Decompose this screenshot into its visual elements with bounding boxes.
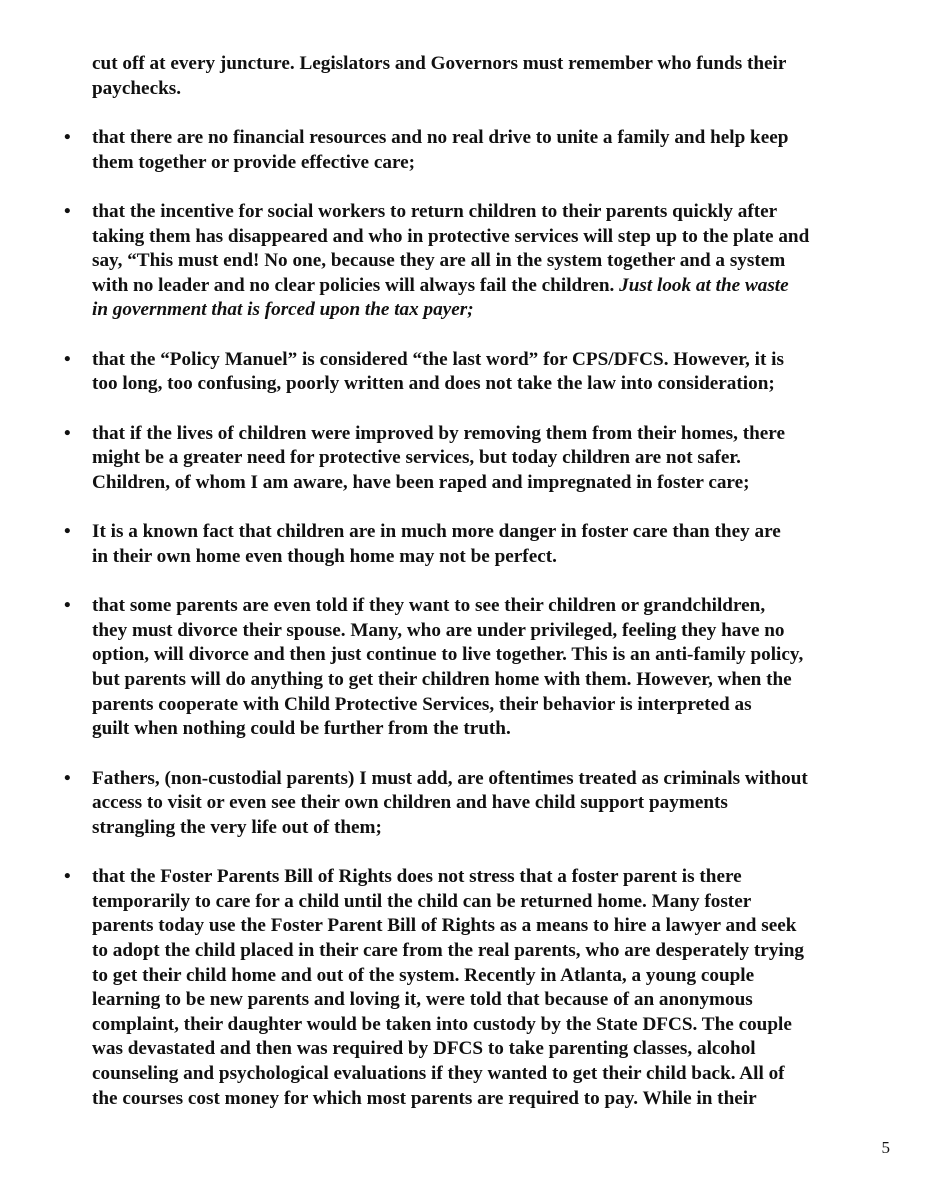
list-item-text: [92, 767, 888, 841]
text-line: say, “This must end! No one, because they are all in the system together and a system: [92, 250, 786, 272]
text-line: temporarily to care for a child until the child can be returned home. Many foster: [92, 890, 752, 912]
list-item-text: [92, 520, 888, 569]
text-line: option, will divorce and then just continue to live together. This is an anti-family policy,: [92, 644, 804, 666]
list-item: [64, 594, 888, 742]
continuation-paragraph: [92, 52, 888, 101]
bullet-icon: •: [64, 348, 71, 370]
list-item: [64, 200, 888, 323]
text-line: might be a greater need for protective services, but today children are not safer.: [92, 447, 741, 469]
text-line: Children, of whom I am aware, have been raped and impregnated in foster care;: [92, 471, 750, 493]
bullet-icon: •: [64, 767, 71, 789]
bullet-icon: •: [64, 422, 71, 444]
text-line: to get their child home and out of the system. Recently in Atlanta, a young couple: [92, 964, 755, 986]
text-line: counseling and psychological evaluations if they wanted to get their child back. All of: [92, 1062, 785, 1084]
text-line: cut off at every juncture. Legislators and Governors must remember who funds their: [92, 53, 787, 74]
text-line: learning to be new parents and loving it, were told that because of an anonymous: [92, 989, 753, 1011]
page-number: 5: [881, 1138, 890, 1157]
list-item: [64, 767, 888, 841]
text-segment: with no leader and no clear policies will always fail the children.: [92, 274, 615, 296]
text-line: too long, too confusing, poorly written and does not take the law into consideration;: [92, 373, 775, 395]
text-line: [92, 274, 888, 299]
italic-text-line: in government that is forced upon the tax payer;: [92, 299, 474, 321]
text-line: that some parents are even told if they want to see their children or grandchildren,: [92, 595, 766, 617]
list-item: [64, 348, 888, 397]
text-line: that if the lives of children were improved by removing them from their homes, there: [92, 422, 785, 444]
bullet-icon: •: [64, 521, 71, 543]
text-line: Fathers, (non-custodial parents) I must add, are oftentimes treated as criminals without: [92, 767, 808, 789]
bullet-icon: •: [64, 866, 71, 888]
text-line: was devastated and then was required by DFCS to take parenting classes, alcohol: [92, 1038, 756, 1060]
text-line: parents cooperate with Child Protective Services, their behavior is interpreted as: [92, 693, 752, 715]
bullet-icon: •: [64, 595, 71, 617]
text-line: parents today use the Foster Parent Bill of Rights as a means to hire a lawyer and seek: [92, 915, 797, 937]
text-line: that the incentive for social workers to return children to their parents quickly after: [92, 200, 778, 222]
text-line: complaint, their daughter would be taken into custody by the State DFCS. The couple: [92, 1013, 792, 1035]
text-line: in their own home even though home may not be perfect.: [92, 545, 557, 567]
text-line: that the “Policy Manuel” is considered “the last word” for CPS/DFCS. However, it is: [92, 348, 784, 370]
list-item: [64, 126, 888, 175]
text-line: strangling the very life out of them;: [92, 816, 382, 838]
text-line: taking them has disappeared and who in protective services will step up to the plate and: [92, 225, 810, 247]
list-item-text: [92, 422, 888, 496]
list-item-text: [92, 594, 888, 742]
list-item: [64, 520, 888, 569]
list-item: [64, 865, 888, 1111]
text-line: them together or provide effective care;: [92, 151, 416, 173]
text-line: guilt when nothing could be further from the truth.: [92, 718, 511, 740]
italic-text-segment: Just look at the waste: [614, 274, 789, 296]
list-item-text: [92, 865, 888, 1111]
text-line: that the Foster Parents Bill of Rights does not stress that a foster parent is there: [92, 866, 742, 888]
text-line: the courses cost money for which most parents are required to pay. While in their: [92, 1087, 757, 1109]
list-item: [64, 422, 888, 496]
text-line: they must divorce their spouse. Many, who are under privileged, feeling they have no: [92, 619, 785, 641]
text-line: that there are no financial resources and no real drive to unite a family and help keep: [92, 126, 789, 148]
text-line: to adopt the child placed in their care from the real parents, who are desperately trying: [92, 940, 805, 961]
text-line: It is a known fact that children are in much more danger in foster care than they are: [92, 521, 781, 543]
list-item-text: [92, 126, 888, 175]
text-line: access to visit or even see their own children and have child support payments: [92, 792, 728, 814]
list-item-text: [92, 200, 888, 323]
bullet-icon: •: [64, 200, 71, 222]
bullet-icon: •: [64, 126, 71, 148]
text-line: but parents will do anything to get their children home with them. However, when the: [92, 669, 792, 691]
list-item-text: [92, 348, 888, 397]
text-line: paychecks.: [92, 77, 182, 99]
